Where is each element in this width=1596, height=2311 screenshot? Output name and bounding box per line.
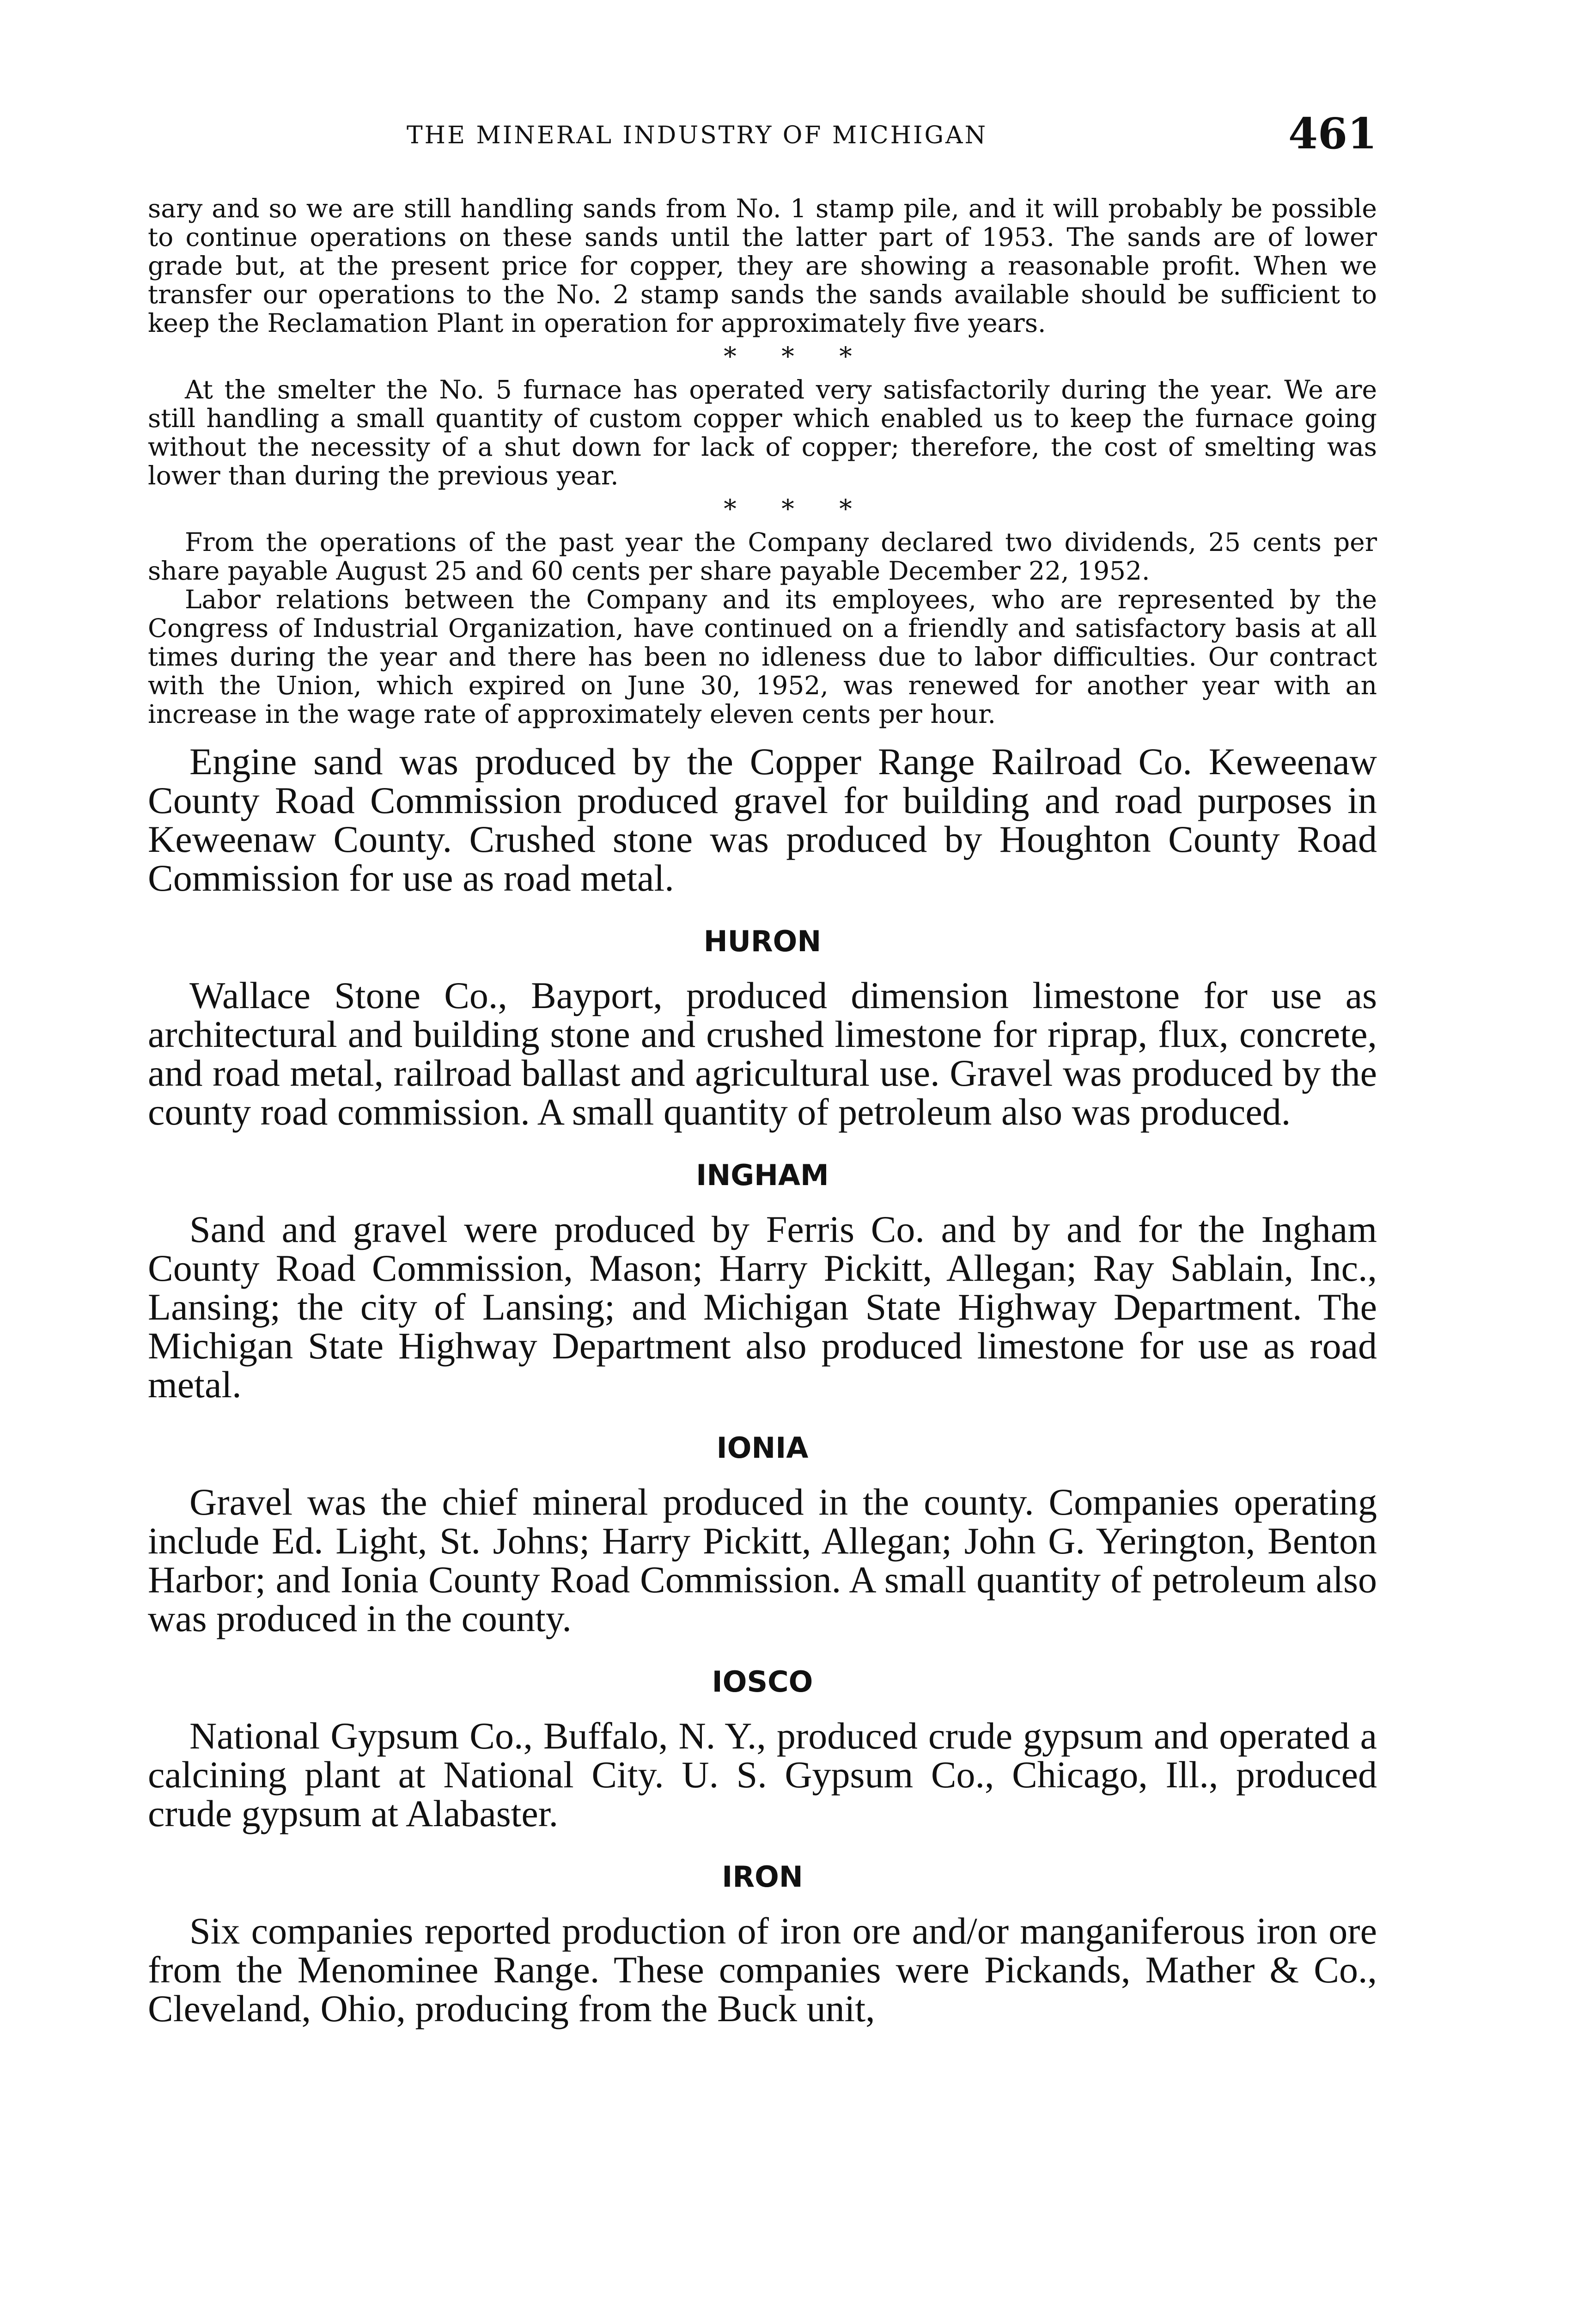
section-heading-iosco: IOSCO [712, 1665, 813, 1699]
page-header [148, 109, 1377, 159]
section-break-stars: * * * [724, 342, 871, 371]
section-text-iron: Six companies reported production of iron ore and/or manganiferous iron ore from the Menominee Range. These companies were Pickands, Mather & Co., Cleveland, Ohio, producing from the Buck unit, [148, 1910, 1377, 2030]
section-heading-ionia: IONIA [716, 1431, 809, 1465]
body-column [148, 194, 1377, 2028]
quoted-paragraph-3: From the operations of the past year the Company declared two dividends, 25 cents per share payable August 25 and 60 cents per share payable December 22, 1952. [148, 527, 1377, 586]
page-number: 461 [1288, 109, 1377, 159]
section-heading-ingham: INGHAM [696, 1158, 829, 1192]
section-text-ionia: Gravel was the chief mineral produced in the county. Companies operating include Ed. Light, St. Johns; Harry Pickitt, Allegan; John G. Yerington, Benton Harbor; and Ionia County Road Commission. A small quantity of petroleum also was produced in the county. [148, 1481, 1377, 1639]
section-text-ingham: Sand and gravel were produced by Ferris Co. and by and for the Ingham County Road Commission, Mason; Harry Pickitt, Allegan; Ray Sablain, Inc., Lansing; the city of Lansing; and Michigan State Highway Department. The Michigan State Highway Department also produced limestone for use as road metal. [148, 1208, 1377, 1406]
section-heading-iron: IRON [722, 1860, 803, 1894]
houghton-closing-paragraph: Engine sand was produced by the Copper Range Railroad Co. Keweenaw County Road Commission produced gravel for building and road purposes in Keweenaw County. Crushed stone was produced by Houghton County Road Commission for use as road metal. [148, 740, 1377, 899]
section-text-iosco: National Gypsum Co., Buffalo, N. Y., produced crude gypsum and operated a calcining plant at National City. U. S. Gypsum Co., Chicago, Ill., produced crude gypsum at Alabaster. [148, 1715, 1377, 1834]
section-break-stars: * * * [724, 494, 871, 524]
quoted-paragraph-4: Labor relations between the Company and its employees, who are represented by the Congress of Industrial Organization, have continued on a friendly and satisfactory basis at all times during the year and there has been no idleness due to labor difficulties. Our contract with the Union, which expired on June 30, 1952, was renewed for another year with an increase in the wage rate of approximately eleven cents per hour. [148, 585, 1377, 729]
quoted-paragraph-1: sary and so we are still handling sands from No. 1 stamp pile, and it will probably be possible to continue operations on these sands until the latter part of 1953. The sands are of lower grade but, at the present price for copper, they are showing a reasonable profit. When we transfer our operations to the No. 2 stamp sands the sands available should be sufficient to keep the Reclamation Plant in operation for approximately five years. [148, 194, 1377, 338]
section-heading-huron: HURON [703, 924, 822, 958]
section-text-huron: Wallace Stone Co., Bayport, produced dimension limestone for use as architectural and building stone and crushed limestone for riprap, flux, concrete, and road metal, railroad ballast and agricultural use. Gravel was produced by the county road commission. A small quantity of petroleum also was produced. [148, 974, 1377, 1133]
running-title: THE MINERAL INDUSTRY OF MICHIGAN [407, 122, 988, 149]
quoted-paragraph-2: At the smelter the No. 5 furnace has operated very satisfactorily during the year. We are still handling a small quantity of custom copper which enabled us to keep the furnace going without the necessity of a shut down for lack of copper; therefore, the cost of smelting was lower than during the previous year. [148, 375, 1377, 490]
